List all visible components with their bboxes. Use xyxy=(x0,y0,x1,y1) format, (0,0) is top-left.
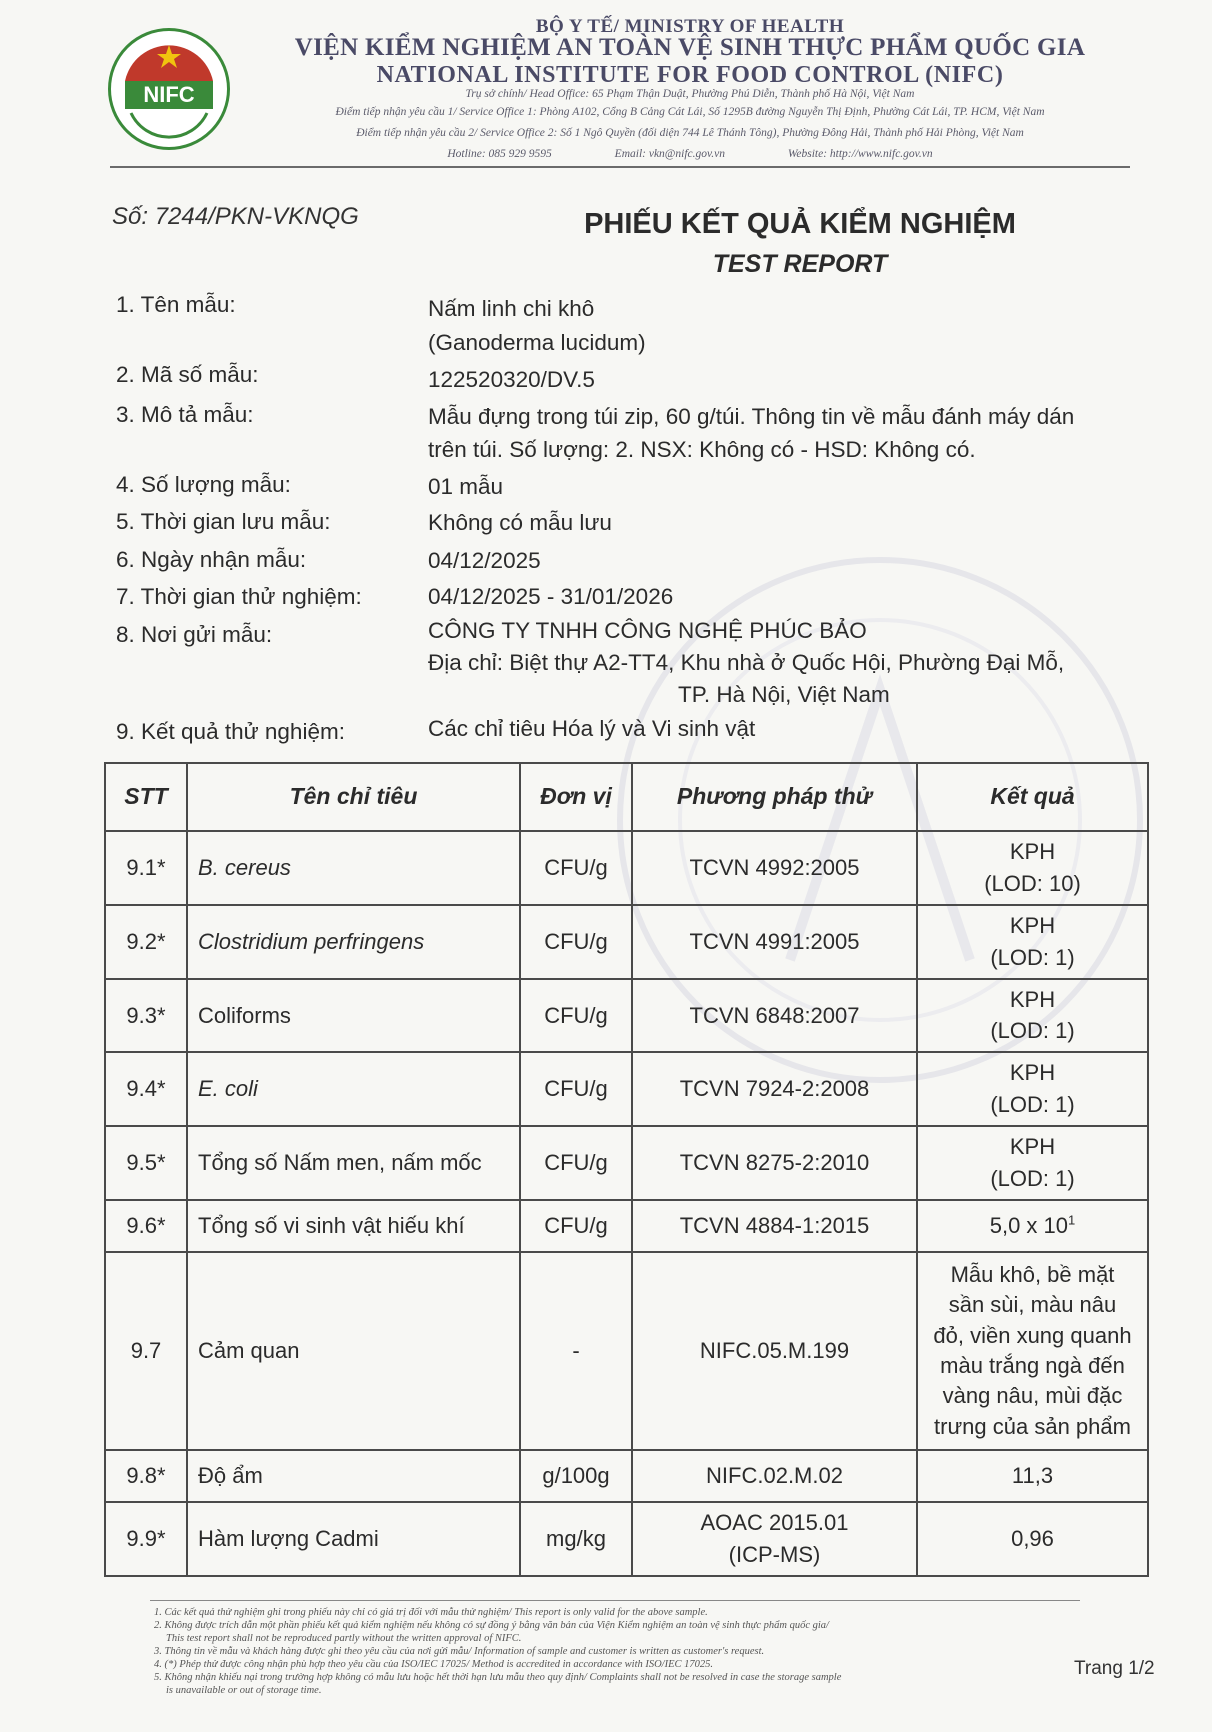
sender-address-line-1: Địa chỉ: Biệt thự A2-TT4, Khu nhà ở Quốc Hội, Phường Đại Mỗ, xyxy=(428,650,1065,675)
result-exponent: 1 xyxy=(1068,1212,1076,1228)
method-detail: (ICP-MS) xyxy=(728,1541,821,1567)
row-name: E. coli xyxy=(187,1052,520,1126)
sample-name-latin: (Ganoderma lucidum) xyxy=(428,330,646,355)
result-line: Mẫu khô, bề mặt xyxy=(950,1261,1115,1287)
row-method: TCVN 4992:2005 xyxy=(632,831,917,905)
row-result: 0,96 xyxy=(917,1502,1148,1576)
sample-code-label: 2. Mã số mẫu: xyxy=(116,362,259,387)
result-line: đỏ, viền xung quanh xyxy=(933,1322,1132,1348)
table-row xyxy=(105,1502,1148,1576)
row-name: Cảm quan xyxy=(187,1252,520,1450)
table-header-row xyxy=(105,763,1148,831)
note-line: This test report shall not be reproduced partly without the written approval of NIFC. xyxy=(166,1633,522,1644)
sample-name: Nấm linh chi khô xyxy=(428,296,595,321)
row-result xyxy=(917,905,1148,979)
quantity: 01 mẫu xyxy=(428,474,504,499)
note-line: 2. Không được trích dẫn một phần phiếu kết quả kiểm nghiệm nếu không có sự đồng ý bằng văn bản của Viện Kiểm nghiệm an toàn vệ sinh thực phẩm quốc gia/ xyxy=(154,1620,829,1631)
table-row xyxy=(105,905,1148,979)
row-stt: 9.4* xyxy=(105,1052,187,1126)
row-result xyxy=(917,1252,1148,1450)
method-value: AOAC 2015.01 xyxy=(700,1509,849,1535)
received-date: 04/12/2025 xyxy=(428,548,541,573)
result-line: màu trắng ngà đến xyxy=(940,1352,1125,1378)
ministry-name: BỘ Y TẾ/ MINISTRY OF HEALTH xyxy=(535,16,845,37)
row-method: NIFC.02.M.02 xyxy=(632,1450,917,1502)
hotline: Hotline: 085 929 9595 xyxy=(447,148,552,160)
result-line: sần sùi, màu nâu xyxy=(948,1292,1117,1318)
description-line-1: Mẫu đựng trong túi zip, 60 g/túi. Thông tin về mẫu đánh máy dán xyxy=(428,404,1075,429)
nifc-logo xyxy=(108,28,230,150)
result-lod: (LOD: 1) xyxy=(990,1166,1075,1192)
results-summary: Các chỉ tiêu Hóa lý và Vi sinh vật xyxy=(428,716,756,741)
sample-name-label: 1. Tên mẫu: xyxy=(116,292,236,317)
sender-name: CÔNG TY TNHH CÔNG NGHỆ PHÚC BẢO xyxy=(428,618,867,643)
received-label: 6. Ngày nhận mẫu: xyxy=(116,547,307,572)
quantity-label: 4. Số lượng mẫu: xyxy=(116,472,291,497)
logo-emblem-icon xyxy=(111,31,227,147)
head-office: Trụ sở chính/ Head Office: 65 Phạm Thận Duật, Phường Phú Diễn, Thành phố Hà Nội, Việt Nam xyxy=(465,88,915,100)
table-row xyxy=(105,1252,1148,1450)
row-stt: 9.2* xyxy=(105,905,187,979)
row-result: 11,3 xyxy=(917,1450,1148,1502)
row-stt: 9.9* xyxy=(105,1502,187,1576)
row-unit: CFU/g xyxy=(520,1126,632,1200)
table-row xyxy=(105,1052,1148,1126)
report-title: PHIẾU KẾT QUẢ KIỂM NGHIỆM xyxy=(584,208,1016,240)
row-unit: CFU/g xyxy=(520,905,632,979)
institute-name-vn: VIỆN KIỂM NGHIỆM AN TOÀN VỆ SINH THỰC PHẨM QUỐC GIA xyxy=(294,34,1086,61)
retention: Không có mẫu lưu xyxy=(428,510,612,535)
result-lod: (LOD: 1) xyxy=(990,1092,1075,1118)
row-unit: mg/kg xyxy=(520,1502,632,1576)
row-stt: 9.7 xyxy=(105,1252,187,1450)
result-lod: (LOD: 1) xyxy=(990,944,1075,970)
table-row xyxy=(105,1450,1148,1502)
row-result xyxy=(917,1200,1148,1252)
row-stt: 9.6* xyxy=(105,1200,187,1252)
row-result xyxy=(917,1052,1148,1126)
sample-code: 122520320/DV.5 xyxy=(428,367,595,392)
row-stt: 9.1* xyxy=(105,831,187,905)
table-row xyxy=(105,979,1148,1053)
website: Website: http://www.nifc.gov.vn xyxy=(787,148,933,160)
row-stt: 9.3* xyxy=(105,979,187,1053)
test-period-label: 7. Thời gian thử nghiệm: xyxy=(116,584,362,609)
column-header-unit: Đơn vị xyxy=(520,763,632,831)
service-office-2: Điểm tiếp nhận yêu cầu 2/ Service Office 2: Số 1 Ngô Quyền (đối diện 744 Lê Thánh Tông), Phường Đông Hải, Thành phố Hải Phòng, Việt Nam xyxy=(356,127,1024,139)
row-name: Tổng số Nấm men, nấm mốc xyxy=(187,1126,520,1200)
result-value: KPH xyxy=(1009,1060,1056,1086)
note-line: 4. (*) Phép thử được công nhận phù hợp theo yêu cầu của ISO/IEC 17025/ Method is accredited in accordance with ISO/IEC 17025. xyxy=(154,1659,714,1670)
column-header-result: Kết quả xyxy=(917,763,1148,831)
description-line-2: trên túi. Số lượng: 2. NSX: Không có - HSD: Không có. xyxy=(428,437,976,462)
sender-label: 8. Nơi gửi mẫu: xyxy=(116,622,273,647)
results-table xyxy=(104,762,1149,1577)
row-name: Tổng số vi sinh vật hiếu khí xyxy=(187,1200,520,1252)
results-label: 9. Kết quả thử nghiệm: xyxy=(116,719,345,744)
row-result xyxy=(917,1126,1148,1200)
row-method: NIFC.05.M.199 xyxy=(632,1252,917,1450)
contact-line xyxy=(240,148,1140,160)
table-row xyxy=(105,831,1148,905)
footer-divider xyxy=(150,1600,1080,1601)
result-value: KPH xyxy=(1009,839,1056,864)
result-lod: (LOD: 1) xyxy=(990,1018,1075,1044)
header-divider xyxy=(110,166,1130,168)
row-method: TCVN 8275-2:2010 xyxy=(632,1126,917,1200)
result-line: trưng của sản phẩm xyxy=(934,1413,1131,1439)
row-result xyxy=(917,831,1148,905)
institute-name-en: NATIONAL INSTITUTE FOR FOOD CONTROL (NIFC) xyxy=(376,62,1004,88)
retention-label: 5. Thời gian lưu mẫu: xyxy=(116,509,331,534)
result-lod: (LOD: 10) xyxy=(984,870,1081,896)
table-row xyxy=(105,1200,1148,1252)
result-value: KPH xyxy=(1009,1134,1056,1160)
row-method xyxy=(632,1502,917,1576)
row-unit: CFU/g xyxy=(520,1200,632,1252)
row-name: B. cereus xyxy=(187,831,520,905)
row-method: TCVN 4991:2005 xyxy=(632,905,917,979)
report-number: Số: 7244/PKN-VKNQG xyxy=(112,203,359,230)
email: Email: vkn@nifc.gov.vn xyxy=(614,148,725,160)
column-header-name: Tên chỉ tiêu xyxy=(187,763,520,831)
row-unit: CFU/g xyxy=(520,831,632,905)
row-result xyxy=(917,979,1148,1053)
row-unit: - xyxy=(520,1252,632,1450)
footer-notes xyxy=(154,1606,1084,1697)
row-method: TCVN 4884-1:2015 xyxy=(632,1200,917,1252)
row-unit: g/100g xyxy=(520,1450,632,1502)
sender-address-line-2: TP. Hà Nội, Việt Nam xyxy=(678,682,890,707)
result-value: KPH xyxy=(1009,986,1056,1012)
row-stt: 9.8* xyxy=(105,1450,187,1502)
note-line: is unavailable or out of storage time. xyxy=(166,1685,322,1696)
column-header-stt: STT xyxy=(105,763,187,831)
svg-text:NIFC: NIFC xyxy=(143,82,195,107)
note-line: 3. Thông tin về mẫu và khách hàng được ghi theo yêu cầu của nơi gửi mẫu/ Information of sample and customer is written as customer's request. xyxy=(154,1646,765,1657)
row-name: Clostridium perfringens xyxy=(187,905,520,979)
result-value: KPH xyxy=(1009,912,1056,938)
result-value: 5,0 x 10 xyxy=(989,1212,1069,1238)
row-stt: 9.5* xyxy=(105,1126,187,1200)
note-line: 1. Các kết quả thử nghiệm ghi trong phiếu này chỉ có giá trị đối với mẫu thử nghiệm/ This report is only valid for the above sample. xyxy=(154,1607,708,1618)
description-label: 3. Mô tả mẫu: xyxy=(116,402,254,427)
column-header-method: Phương pháp thử xyxy=(632,763,917,831)
table-row xyxy=(105,1126,1148,1200)
note-line: 5. Không nhận khiếu nại trong trường hợp không có mẫu lưu hoặc hết thời hạn lưu mẫu theo quy định/ Complaints shall not be resolved in case the storage sample xyxy=(154,1672,842,1683)
row-name: Coliforms xyxy=(187,979,520,1053)
row-method: TCVN 6848:2007 xyxy=(632,979,917,1053)
report-subtitle: TEST REPORT xyxy=(712,250,888,278)
service-office-1: Điểm tiếp nhận yêu cầu 1/ Service Office 1: Phòng A102, Cổng B Cảng Cát Lái, Số 1295B đường Nguyễn Thị Định, Phường Cát Lái, TP. HCM, Việt Nam xyxy=(335,106,1045,118)
row-name: Hàm lượng Cadmi xyxy=(187,1502,520,1576)
result-line: vàng nâu, mùi đặc xyxy=(942,1383,1123,1409)
test-period: 04/12/2025 - 31/01/2026 xyxy=(428,584,674,609)
row-unit: CFU/g xyxy=(520,979,632,1053)
row-name: Độ ẩm xyxy=(187,1450,520,1502)
page-number: Trang 1/2 xyxy=(1074,1658,1155,1679)
row-unit: CFU/g xyxy=(520,1052,632,1126)
row-method: TCVN 7924-2:2008 xyxy=(632,1052,917,1126)
